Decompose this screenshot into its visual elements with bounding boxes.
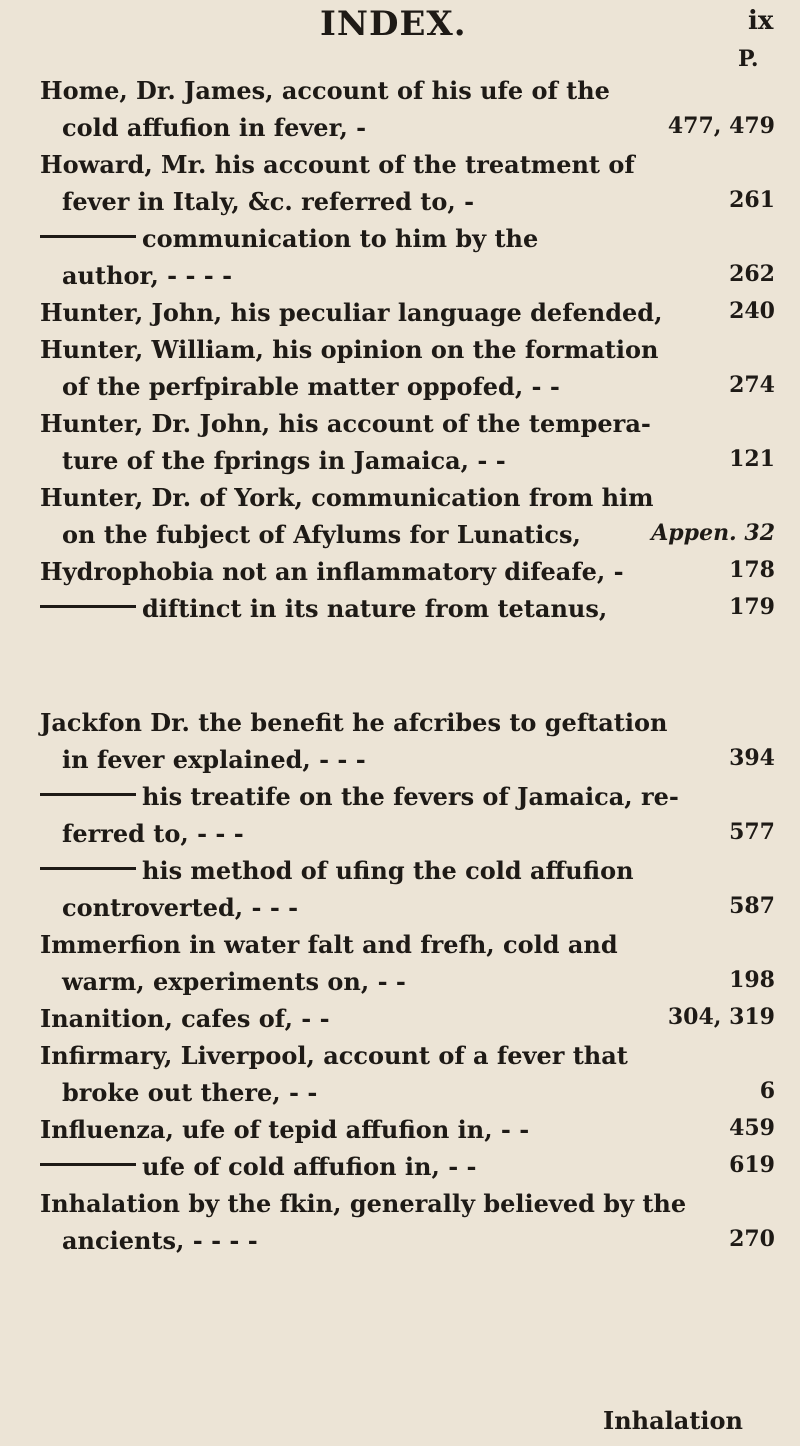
entry-label: Hunter, Dr. of York, communication from him (40, 483, 654, 512)
entry-page-ref: 577 (729, 819, 775, 845)
entry-text (62, 1078, 317, 1107)
index-subentry (0, 1152, 800, 1192)
entry-page-ref: 459 (729, 1115, 775, 1141)
entry-text (62, 819, 244, 848)
index-entry-continuation (0, 1078, 800, 1118)
entry-text (40, 1004, 330, 1033)
index-entry (0, 76, 800, 116)
index-entry (0, 557, 800, 597)
catchword: Inhalation (603, 1406, 744, 1435)
entry-label: Immerfion in water falt and frefh, cold and (40, 930, 618, 959)
index-subentry (0, 224, 800, 264)
entry-text (40, 1152, 476, 1181)
entry-label: Inanition, cafes of, - - (40, 1004, 330, 1033)
entry-label: ufe of cold affufion in, - - (142, 1152, 477, 1181)
entry-label: Hunter, John, his peculiar language defended, (40, 298, 663, 327)
entry-page-ref: 274 (729, 372, 775, 398)
index-entry (0, 483, 800, 523)
index-entry (0, 708, 800, 748)
entry-text (40, 856, 634, 885)
index-subentry (0, 856, 800, 896)
entry-label: communication to him by the (142, 224, 539, 253)
index-entry-continuation (0, 520, 800, 560)
index-entry-continuation (0, 372, 800, 412)
entry-page-ref: 179 (729, 594, 775, 620)
entry-text (62, 446, 506, 475)
entry-page-ref: 619 (729, 1152, 775, 1178)
entry-text (40, 1115, 529, 1144)
entry-label: Hunter, William, his opinion on the formation (40, 335, 659, 364)
entry-page-ref: 240 (729, 298, 775, 324)
entry-page-ref: 477, 479 (667, 113, 775, 139)
entry-label: on the fubject of Afylums for Lunatics, (62, 520, 581, 549)
entry-text (40, 76, 610, 105)
index-entry (0, 1189, 800, 1229)
entry-page-ref: 270 (729, 1226, 775, 1252)
index-entry (0, 1041, 800, 1081)
index-entry-continuation (0, 893, 800, 933)
index-entry (0, 335, 800, 375)
index-entry-continuation (0, 446, 800, 486)
entry-page-ref: Appen. 32 (651, 520, 775, 546)
entry-label: Infirmary, Liverpool, account of a fever that (40, 1041, 628, 1070)
entry-label: in fever explained, - - - (62, 745, 366, 774)
repeat-dash (40, 793, 136, 796)
index-entry-continuation (0, 187, 800, 227)
entry-label: ture of the fprings in Jamaica, - - (62, 446, 506, 475)
index-entry (0, 150, 800, 190)
entry-text (40, 150, 635, 179)
entry-text (40, 409, 651, 438)
entry-label: ancients, - - - - (62, 1226, 258, 1255)
entry-label: his method of ufing the cold affufion (142, 856, 634, 885)
entry-page-ref: 304, 319 (667, 1004, 775, 1030)
entry-text (40, 483, 654, 512)
entry-text (40, 224, 538, 253)
entry-label: author, - - - - (62, 261, 233, 290)
entry-text (62, 520, 581, 549)
entry-label: controverted, - - - (62, 893, 299, 922)
entry-label: cold affufion in fever, - (62, 113, 367, 142)
entry-page-ref: 178 (729, 557, 775, 583)
page-header (0, 4, 800, 44)
entry-text (40, 594, 607, 623)
repeat-dash (40, 235, 136, 238)
entry-label: Hunter, Dr. John, his account of the tempera- (40, 409, 651, 438)
entry-page-ref: 587 (729, 893, 775, 919)
entry-text (40, 708, 667, 737)
entry-page-ref: 261 (729, 187, 775, 213)
page-title: INDEX. (320, 4, 467, 44)
entry-text (40, 930, 618, 959)
index-entry-continuation (0, 819, 800, 859)
repeat-dash (40, 867, 136, 870)
entry-label: warm, experiments on, - - (62, 967, 406, 996)
entry-text (40, 557, 624, 586)
index-subentry (0, 782, 800, 822)
index-entry-continuation (0, 745, 800, 785)
entry-page-ref: 198 (729, 967, 775, 993)
entry-label: of the perfpirable matter oppofed, - - (62, 372, 560, 401)
entry-label: Jackfon Dr. the benefit he afcribes to geftation (40, 708, 668, 737)
entry-page-ref: 121 (729, 446, 775, 472)
entry-text (62, 893, 298, 922)
entry-text (62, 745, 366, 774)
entry-label: Howard, Mr. his account of the treatment of (40, 150, 635, 179)
entry-text (40, 335, 658, 364)
entry-label: fever in Italy, &c. referred to, - (62, 187, 475, 216)
index-entry-continuation (0, 113, 800, 153)
page-column-heading: P. (738, 46, 759, 72)
index-entry (0, 409, 800, 449)
repeat-dash (40, 605, 136, 608)
index-entry (0, 298, 800, 338)
index-entry (0, 930, 800, 970)
index-entry-continuation (0, 967, 800, 1007)
entry-text (62, 261, 232, 290)
page-number: ix (748, 6, 774, 36)
index-subentry (0, 594, 800, 634)
index-entry (0, 1115, 800, 1155)
entry-text (40, 782, 679, 811)
entry-label: Hydrophobia not an inflammatory difeafe, - (40, 557, 624, 586)
entry-page-ref: 262 (729, 261, 775, 287)
repeat-dash (40, 1163, 136, 1166)
entry-text (62, 967, 406, 996)
entry-page-ref: 6 (759, 1078, 775, 1104)
index-entry (0, 1004, 800, 1044)
entry-label: Inhalation by the fkin, generally believed by the (40, 1189, 687, 1218)
entry-label: his treatife on the fevers of Jamaica, re- (142, 782, 679, 811)
entry-text (62, 187, 474, 216)
entry-label: Influenza, ufe of tepid affufion in, - - (40, 1115, 530, 1144)
entry-label: ferred to, - - - (62, 819, 244, 848)
entry-text (40, 298, 662, 327)
index-entry-continuation (0, 261, 800, 301)
entry-text (62, 1226, 258, 1255)
entry-label: Home, Dr. James, account of his ufe of the (40, 76, 610, 105)
entry-text (40, 1041, 628, 1070)
entry-label: broke out there, - - (62, 1078, 318, 1107)
entry-text (62, 372, 560, 401)
entry-page-ref: 394 (729, 745, 775, 771)
entry-label: diftinct in its nature from tetanus, (142, 594, 608, 623)
index-entry-continuation (0, 1226, 800, 1266)
entry-text (40, 1189, 686, 1218)
entry-text (62, 113, 366, 142)
